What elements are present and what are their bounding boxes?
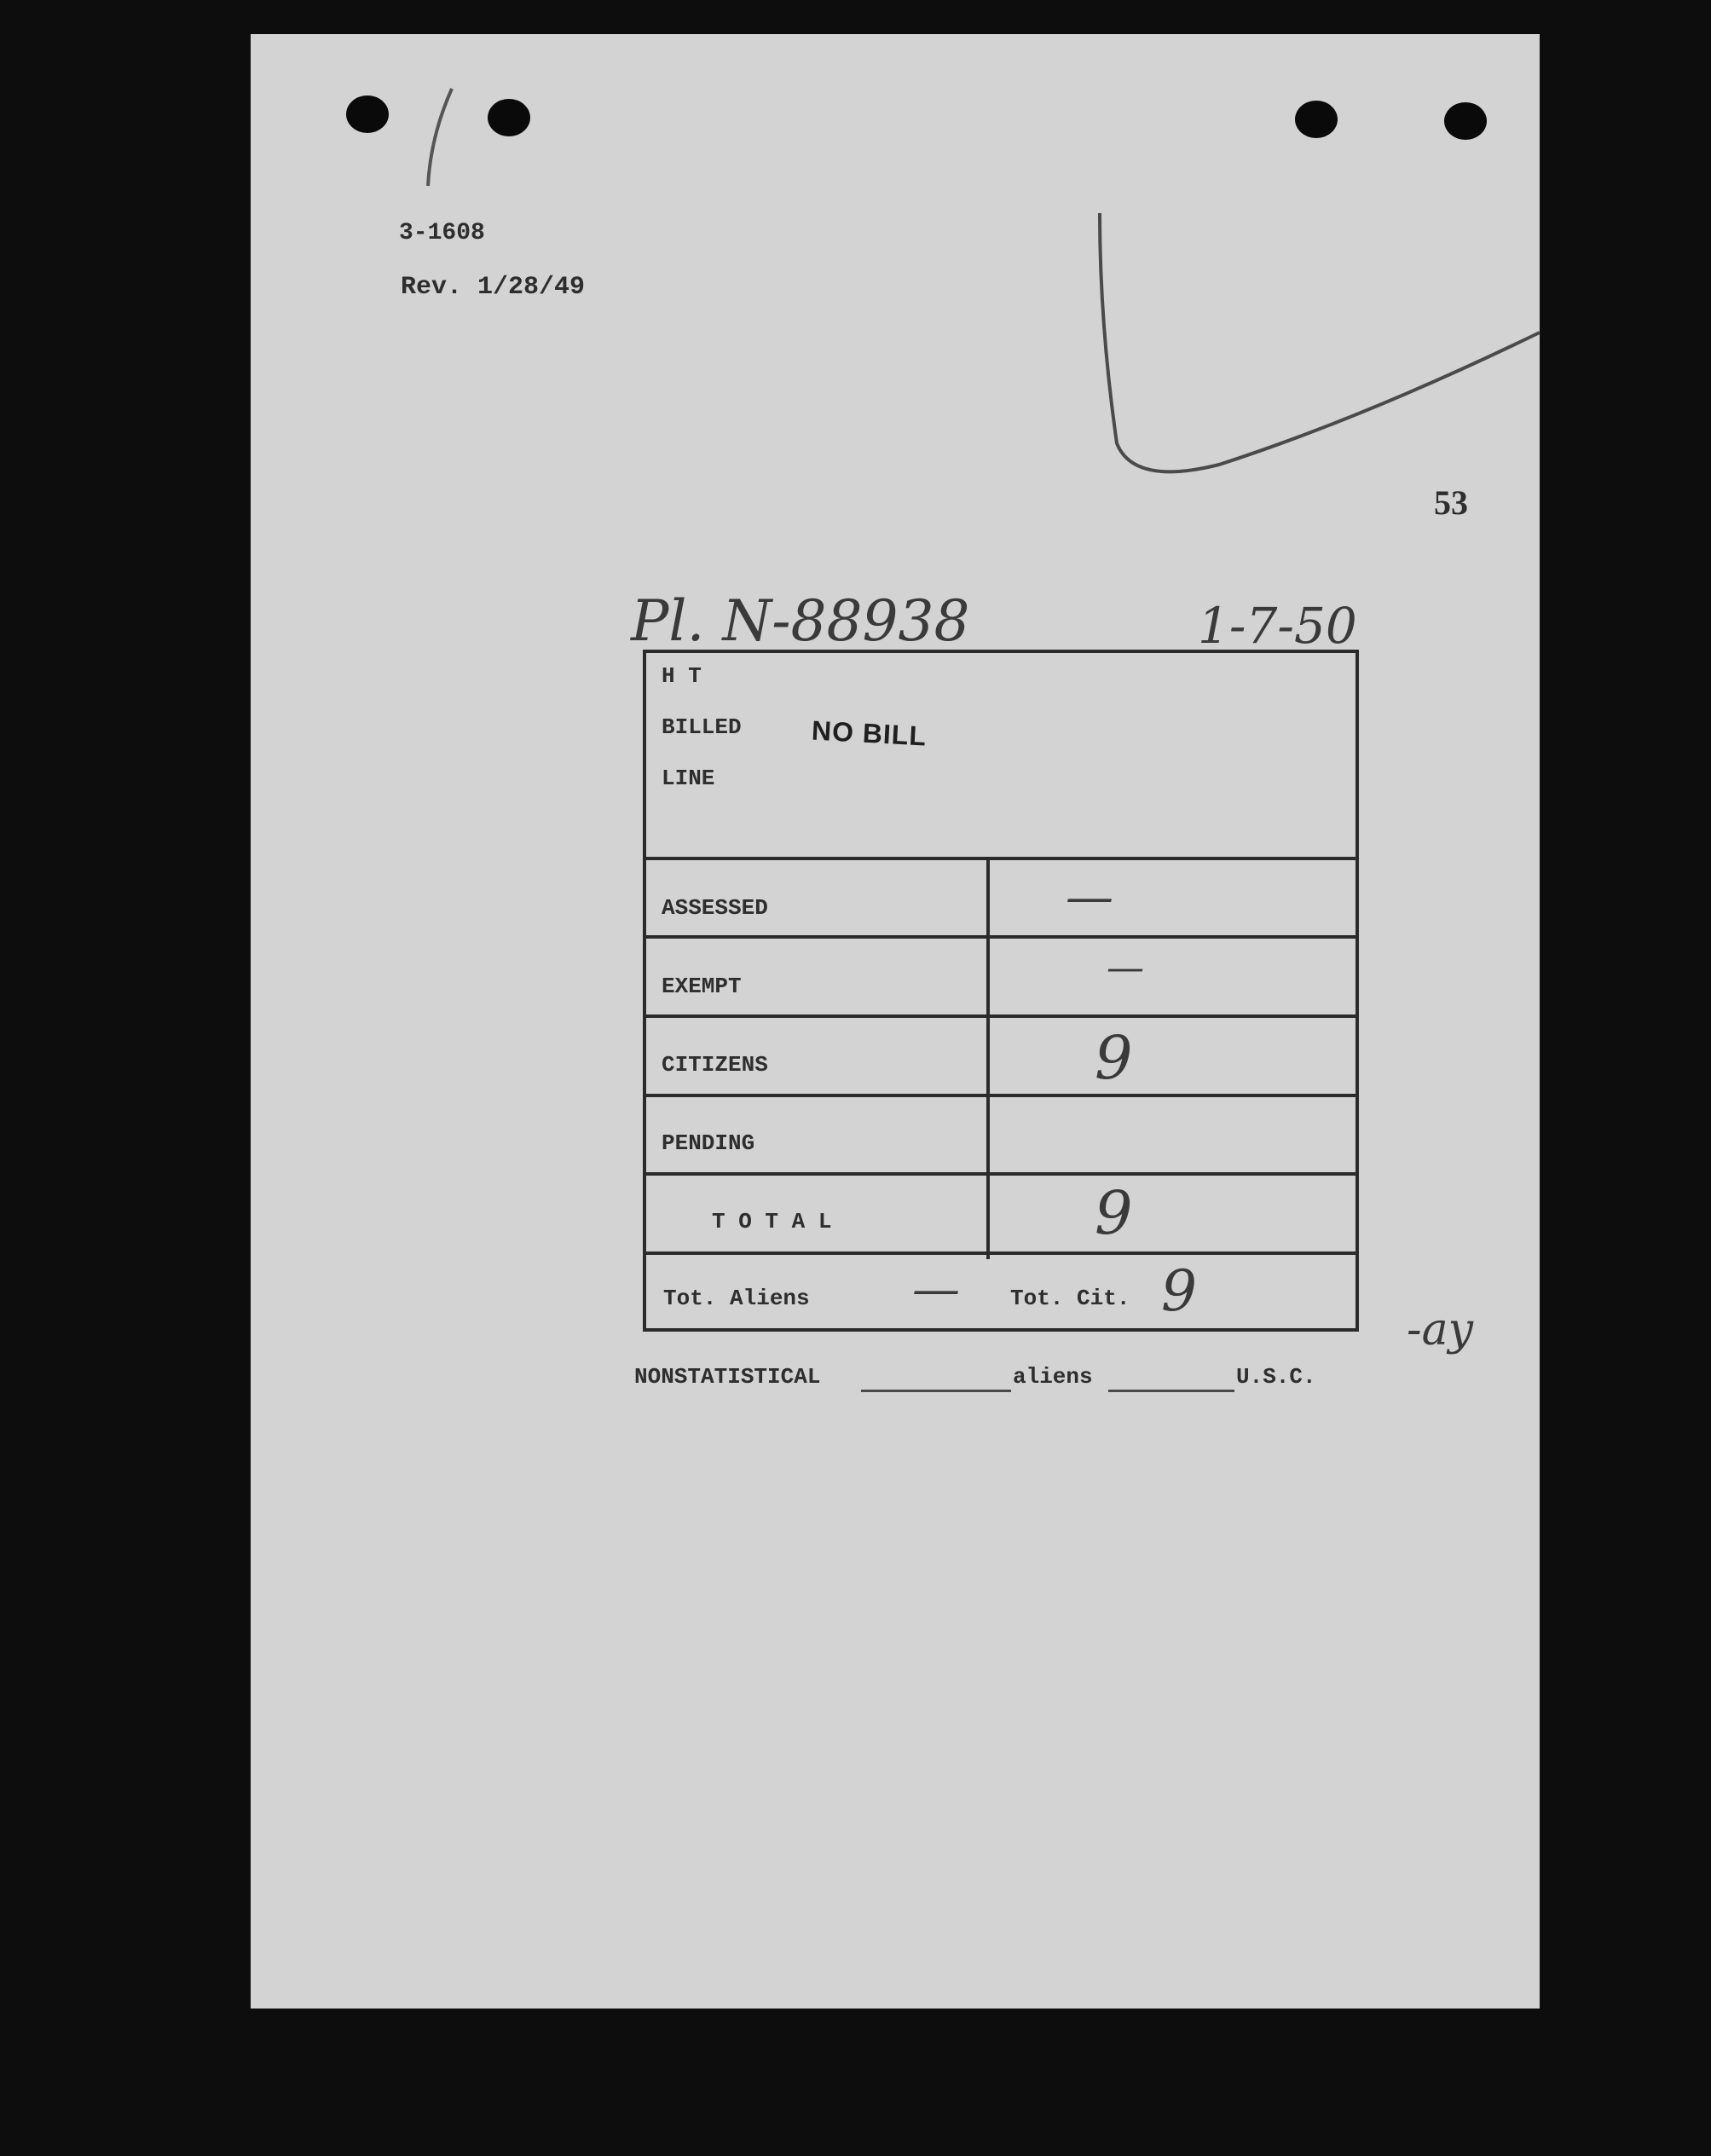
handwritten-initials: -ay [1407, 1304, 1473, 1355]
handwritten-file-number: Pl. N-88938 [631, 588, 970, 654]
blank-line [861, 1390, 1011, 1392]
column-divider [986, 858, 990, 1259]
blank-line [1108, 1390, 1234, 1392]
handwritten-date: 1-7-50 [1198, 597, 1357, 655]
row-divider [643, 1172, 1359, 1176]
footer-usc: U.S.C. [1236, 1364, 1316, 1390]
row-label-assessed: ASSESSED [662, 895, 768, 921]
no-bill-stamp: NO BILL [811, 714, 928, 752]
tot-cit-value: 9 [1161, 1258, 1197, 1324]
row-value-exempt: — [1107, 946, 1144, 990]
row-label-pending: PENDING [662, 1130, 755, 1156]
tot-aliens-value: — [912, 1262, 960, 1317]
form-number: 3-1608 [399, 220, 485, 246]
row-divider [643, 935, 1359, 939]
tot-cit-label: Tot. Cit. [1010, 1286, 1130, 1311]
row-label-total: T O T A L [712, 1209, 832, 1234]
row-value-total: 9 [1095, 1178, 1133, 1248]
row-label-citizens: CITIZENS [662, 1052, 768, 1078]
row-divider [643, 857, 1359, 860]
row-label-exempt: EXEMPT [662, 974, 742, 999]
row-divider [643, 1014, 1359, 1018]
row-value-citizens: 9 [1095, 1023, 1133, 1093]
tot-aliens-label: Tot. Aliens [663, 1286, 810, 1311]
footer-aliens: aliens [1013, 1364, 1093, 1390]
row-divider [643, 1094, 1359, 1097]
row-divider [643, 1251, 1359, 1255]
label-ht: H T [662, 663, 702, 689]
form-revision: Rev. 1/28/49 [401, 273, 586, 302]
label-billed: BILLED [662, 714, 742, 740]
label-line: LINE [662, 766, 715, 791]
row-value-assessed: — [1066, 870, 1113, 925]
page-number: 53 [1434, 483, 1468, 522]
footer-nonstatistical: NONSTATISTICAL [634, 1364, 821, 1390]
